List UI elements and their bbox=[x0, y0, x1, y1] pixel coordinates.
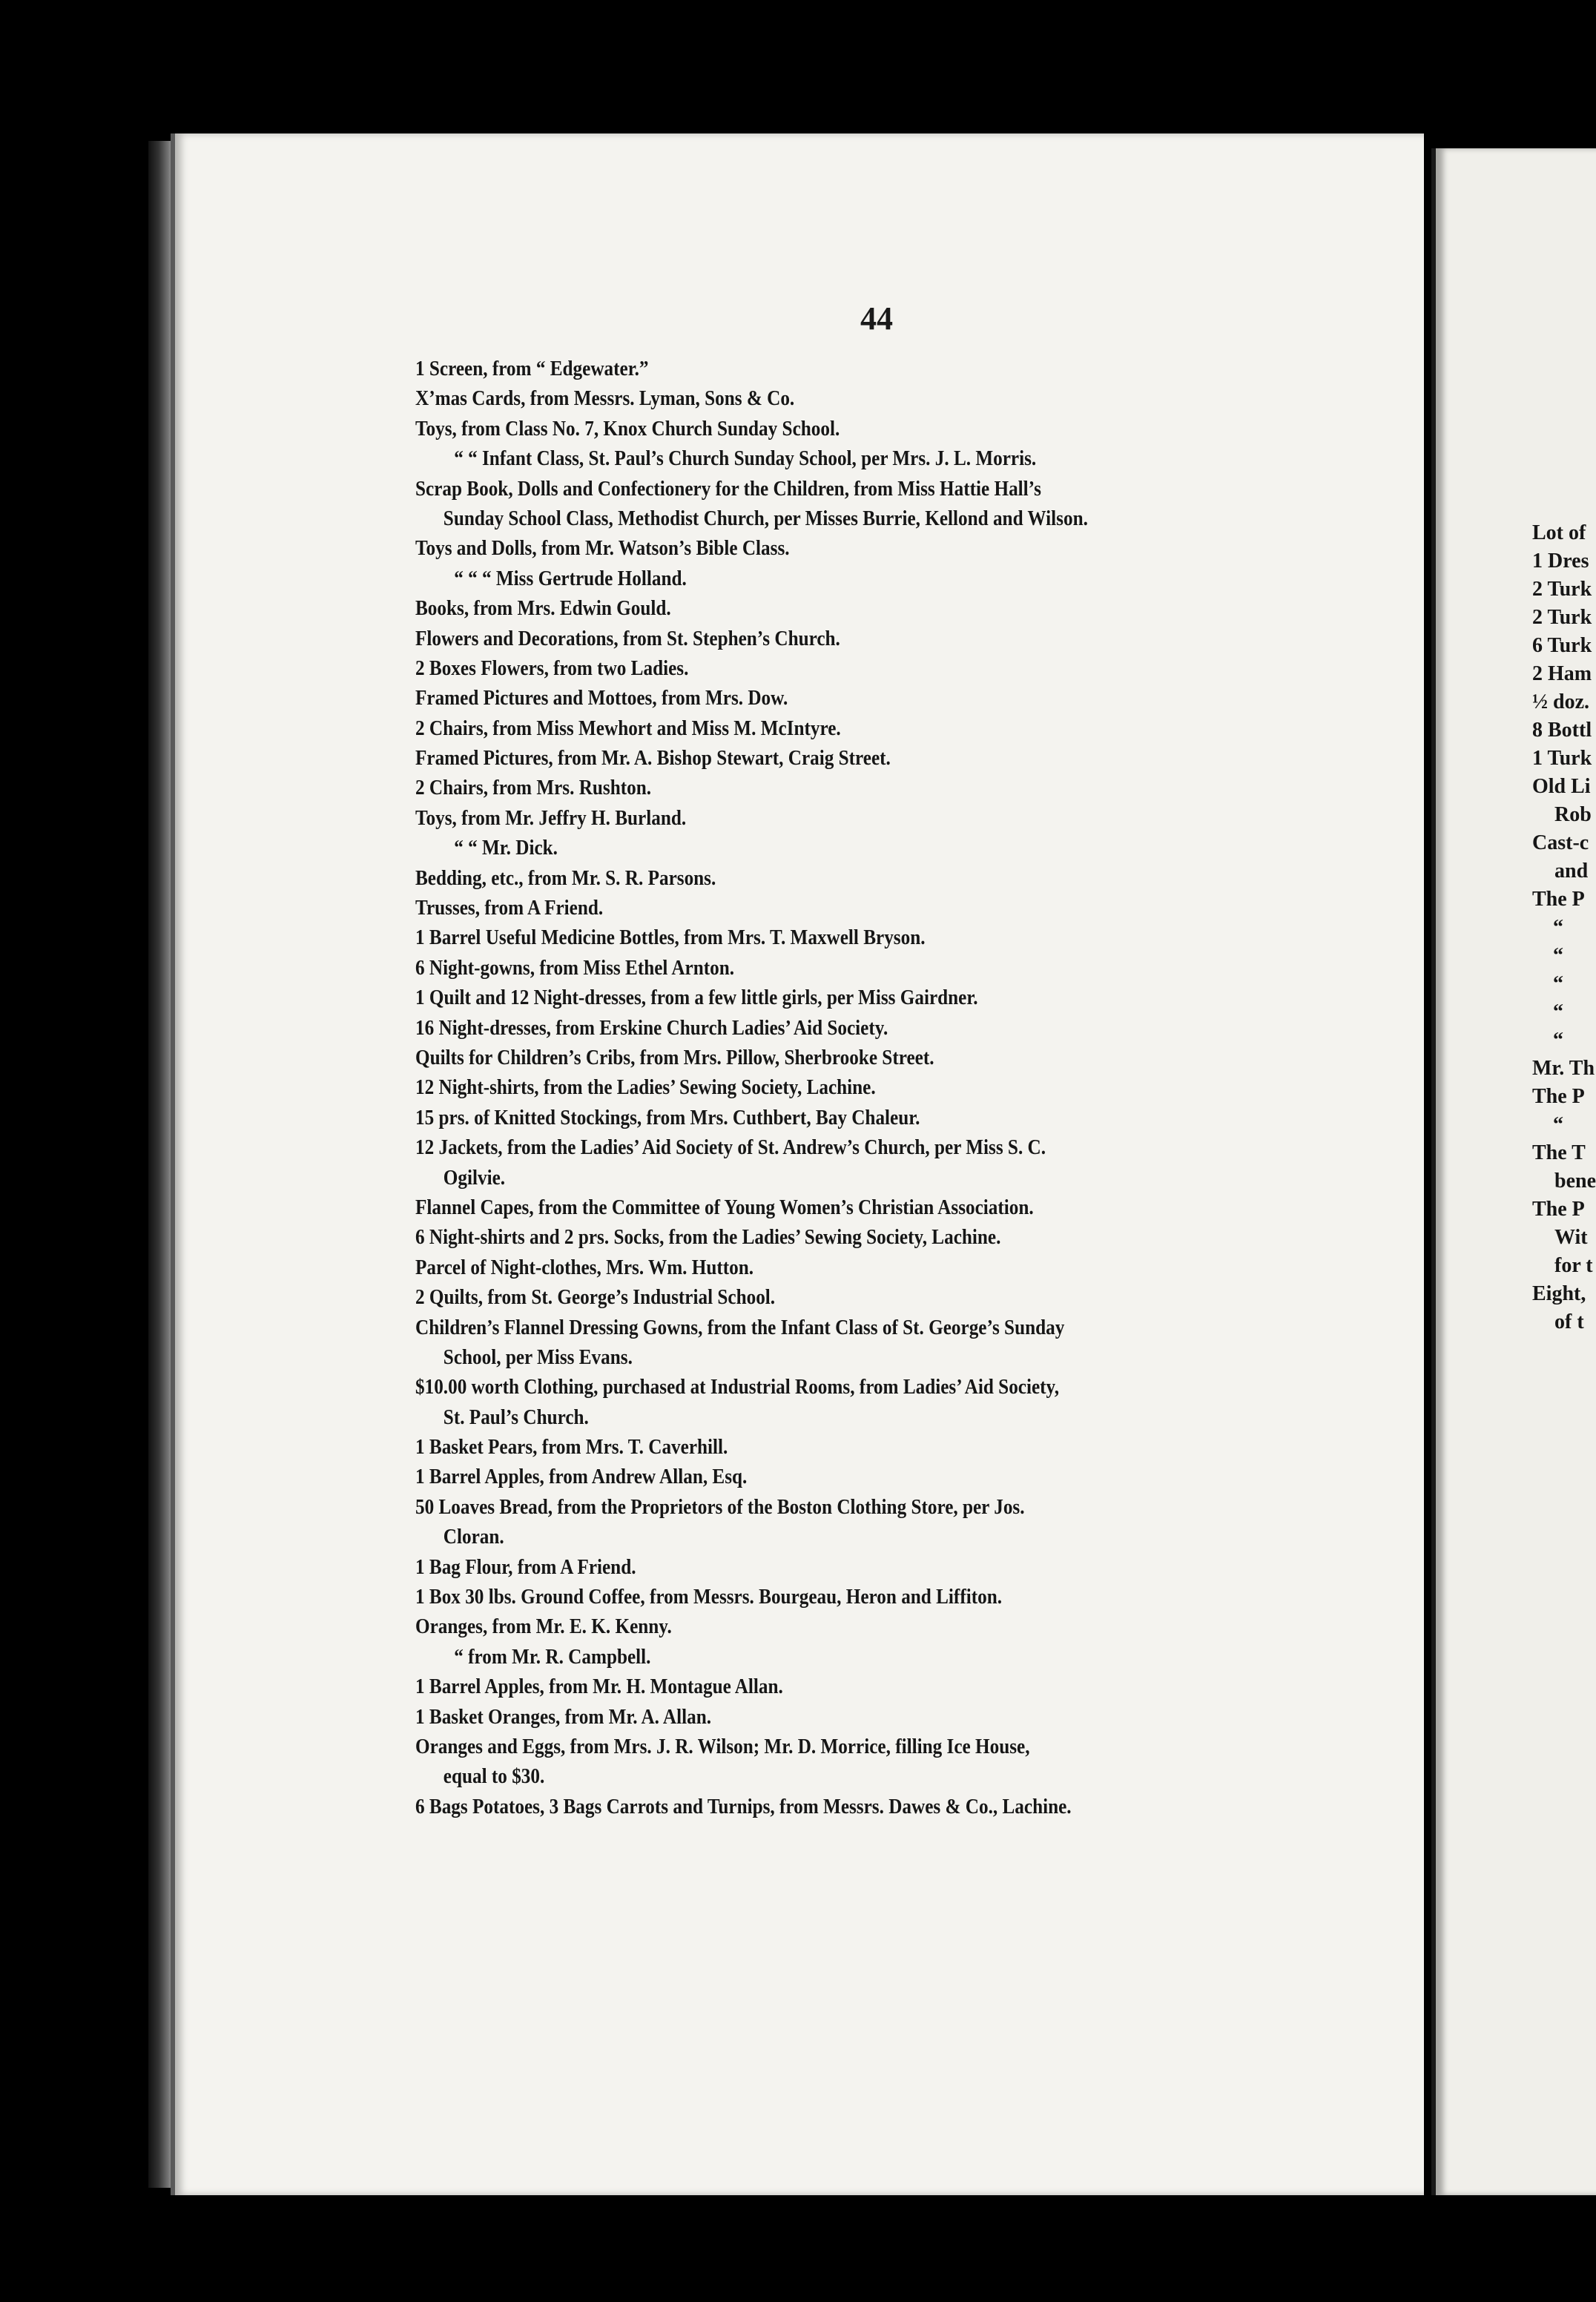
list-item: Trusses, from A Friend. bbox=[415, 897, 604, 920]
right-page-line: “ bbox=[1553, 944, 1563, 967]
right-page-line: ½ doz. bbox=[1532, 690, 1589, 713]
list-item: 50 Loaves Bread, from the Proprietors of the Boston Clothing Store, per Jos. bbox=[415, 1495, 1025, 1519]
list-item: “ “ Infant Class, St. Paul’s Church Sunday School, per Mrs. J. L. Morris. bbox=[454, 447, 1037, 471]
list-item: “ “ Mr. Dick. bbox=[454, 837, 558, 860]
right-page-line: 8 Bottl bbox=[1532, 719, 1592, 742]
right-page-line: 1 Dres bbox=[1532, 550, 1589, 573]
right-page-text bbox=[1532, 519, 1596, 1336]
list-item: 2 Boxes Flowers, from two Ladies. bbox=[415, 656, 689, 680]
list-item: 16 Night-dresses, from Erskine Church Ladies’ Aid Society. bbox=[415, 1016, 888, 1040]
list-item: 6 Bags Potatoes, 3 Bags Carrots and Turnips, from Messrs. Dawes & Co., Lachine. bbox=[415, 1795, 1072, 1818]
right-page-line: 2 Turk bbox=[1532, 606, 1592, 629]
right-page-line: Eight, bbox=[1532, 1282, 1586, 1305]
right-page-line: Lot of bbox=[1532, 521, 1586, 544]
list-item: Scrap Book, Dolls and Confectionery for the Children, from Miss Hattie Hall’s bbox=[415, 477, 1041, 501]
list-item: Oranges, from Mr. E. K. Kenny. bbox=[415, 1615, 672, 1639]
list-item: $10.00 worth Clothing, purchased at Industrial Rooms, from Ladies’ Aid Society, bbox=[415, 1376, 1060, 1399]
right-page-line: Rob bbox=[1554, 803, 1592, 826]
right-page-line: Cast-c bbox=[1532, 831, 1589, 854]
list-item: 1 Barrel Apples, from Mr. H. Montague Allan. bbox=[415, 1675, 783, 1699]
right-page-line: 2 Ham bbox=[1532, 662, 1592, 685]
right-page-line: “ bbox=[1553, 972, 1563, 995]
right-page-line: Old Li bbox=[1532, 775, 1591, 798]
list-item: equal to $30. bbox=[443, 1765, 545, 1789]
list-item: 12 Night-shirts, from the Ladies’ Sewing Society, Lachine. bbox=[415, 1076, 876, 1100]
list-item: Children’s Flannel Dressing Gowns, from the Infant Class of St. George’s Sunday bbox=[415, 1316, 1065, 1339]
right-page-line: “ bbox=[1553, 1029, 1563, 1052]
list-item: Flowers and Decorations, from St. Stephen’s Church. bbox=[415, 627, 840, 650]
list-item: Cloran. bbox=[443, 1526, 504, 1549]
right-page-line: 1 Turk bbox=[1532, 747, 1592, 770]
right-page-line: bene bbox=[1554, 1170, 1596, 1193]
list-item: X’mas Cards, from Messrs. Lyman, Sons & Co. bbox=[415, 387, 795, 411]
right-page-line: The T bbox=[1532, 1141, 1586, 1164]
list-item: 1 Barrel Apples, from Andrew Allan, Esq. bbox=[415, 1465, 748, 1489]
right-page-line: The P bbox=[1532, 1198, 1585, 1221]
list-item: 6 Night-gowns, from Miss Ethel Arnton. bbox=[415, 956, 735, 980]
list-item: 1 Basket Oranges, from Mr. A. Allan. bbox=[415, 1705, 712, 1729]
list-item: Oranges and Eggs, from Mrs. J. R. Wilson; Mr. D. Morrice, filling Ice House, bbox=[415, 1735, 1030, 1758]
list-item: 12 Jackets, from the Ladies’ Aid Society of St. Andrew’s Church, per Miss S. C. bbox=[415, 1136, 1046, 1160]
list-item: Toys, from Mr. Jeffry H. Burland. bbox=[415, 806, 687, 830]
list-item: 1 Basket Pears, from Mrs. T. Caverhill. bbox=[415, 1436, 728, 1460]
right-page-line: “ bbox=[1553, 1113, 1563, 1136]
right-page-line: The P bbox=[1532, 888, 1585, 911]
list-item: Books, from Mrs. Edwin Gould. bbox=[415, 597, 671, 621]
right-page-line: Wit bbox=[1554, 1226, 1588, 1249]
list-item: “ from Mr. R. Campbell. bbox=[454, 1645, 651, 1669]
right-page-line: 6 Turk bbox=[1532, 634, 1592, 657]
list-item: Bedding, etc., from Mr. S. R. Parsons. bbox=[415, 866, 716, 890]
list-item: 2 Chairs, from Miss Mewhort and Miss M. McIntyre. bbox=[415, 716, 841, 740]
list-item: Parcel of Night-clothes, Mrs. Wm. Hutton. bbox=[415, 1256, 754, 1279]
page-number: 44 bbox=[860, 300, 893, 337]
donation-list bbox=[415, 354, 1328, 1822]
book-spine-edge bbox=[148, 141, 174, 2188]
list-item: 1 Bag Flour, from A Friend. bbox=[415, 1555, 636, 1579]
right-page-line: “ bbox=[1553, 916, 1563, 939]
list-item: Quilts for Children’s Cribs, from Mrs. Pillow, Sherbrooke Street. bbox=[415, 1046, 934, 1069]
list-item: Sunday School Class, Methodist Church, per Misses Burrie, Kellond and Wilson. bbox=[443, 507, 1088, 530]
right-page-line: of t bbox=[1554, 1310, 1584, 1333]
right-page-line: The P bbox=[1532, 1085, 1585, 1108]
right-page-line: “ bbox=[1553, 1000, 1563, 1023]
list-item: 1 Barrel Useful Medicine Bottles, from Mrs. T. Maxwell Bryson. bbox=[415, 926, 926, 950]
list-item: 1 Screen, from “ Edgewater.” bbox=[415, 357, 649, 380]
right-page-line: for t bbox=[1554, 1254, 1593, 1277]
list-item: Flannel Capes, from the Committee of Young Women’s Christian Association. bbox=[415, 1195, 1034, 1219]
list-item: Toys and Dolls, from Mr. Watson’s Bible Class. bbox=[415, 537, 790, 561]
right-page-line: 2 Turk bbox=[1532, 578, 1592, 601]
list-item: Framed Pictures and Mottoes, from Mrs. Dow. bbox=[415, 687, 788, 710]
right-page-line: and bbox=[1554, 860, 1589, 883]
list-item: Toys, from Class No. 7, Knox Church Sunday School. bbox=[415, 417, 840, 441]
list-item: Framed Pictures, from Mr. A. Bishop Stewart, Craig Street. bbox=[415, 747, 891, 771]
list-item: Ogilvie. bbox=[443, 1166, 506, 1190]
right-page-line: Mr. Th bbox=[1532, 1057, 1595, 1080]
list-item: School, per Miss Evans. bbox=[443, 1345, 633, 1369]
list-item: 2 Quilts, from St. George’s Industrial School. bbox=[415, 1286, 776, 1310]
list-item: 2 Chairs, from Mrs. Rushton. bbox=[415, 776, 652, 800]
list-item: 1 Quilt and 12 Night-dresses, from a few little girls, per Miss Gairdner. bbox=[415, 986, 978, 1010]
list-item: 1 Box 30 lbs. Ground Coffee, from Messrs. Bourgeau, Heron and Liffiton. bbox=[415, 1586, 1003, 1609]
list-item: 6 Night-shirts and 2 prs. Socks, from the Ladies’ Sewing Society, Lachine. bbox=[415, 1226, 1001, 1250]
list-item: St. Paul’s Church. bbox=[443, 1405, 589, 1429]
right-page-fragment bbox=[1431, 148, 1596, 2195]
list-item: 15 prs. of Knitted Stockings, from Mrs. Cuthbert, Bay Chaleur. bbox=[415, 1106, 920, 1129]
list-item: “ “ “ Miss Gertrude Holland. bbox=[454, 567, 687, 590]
